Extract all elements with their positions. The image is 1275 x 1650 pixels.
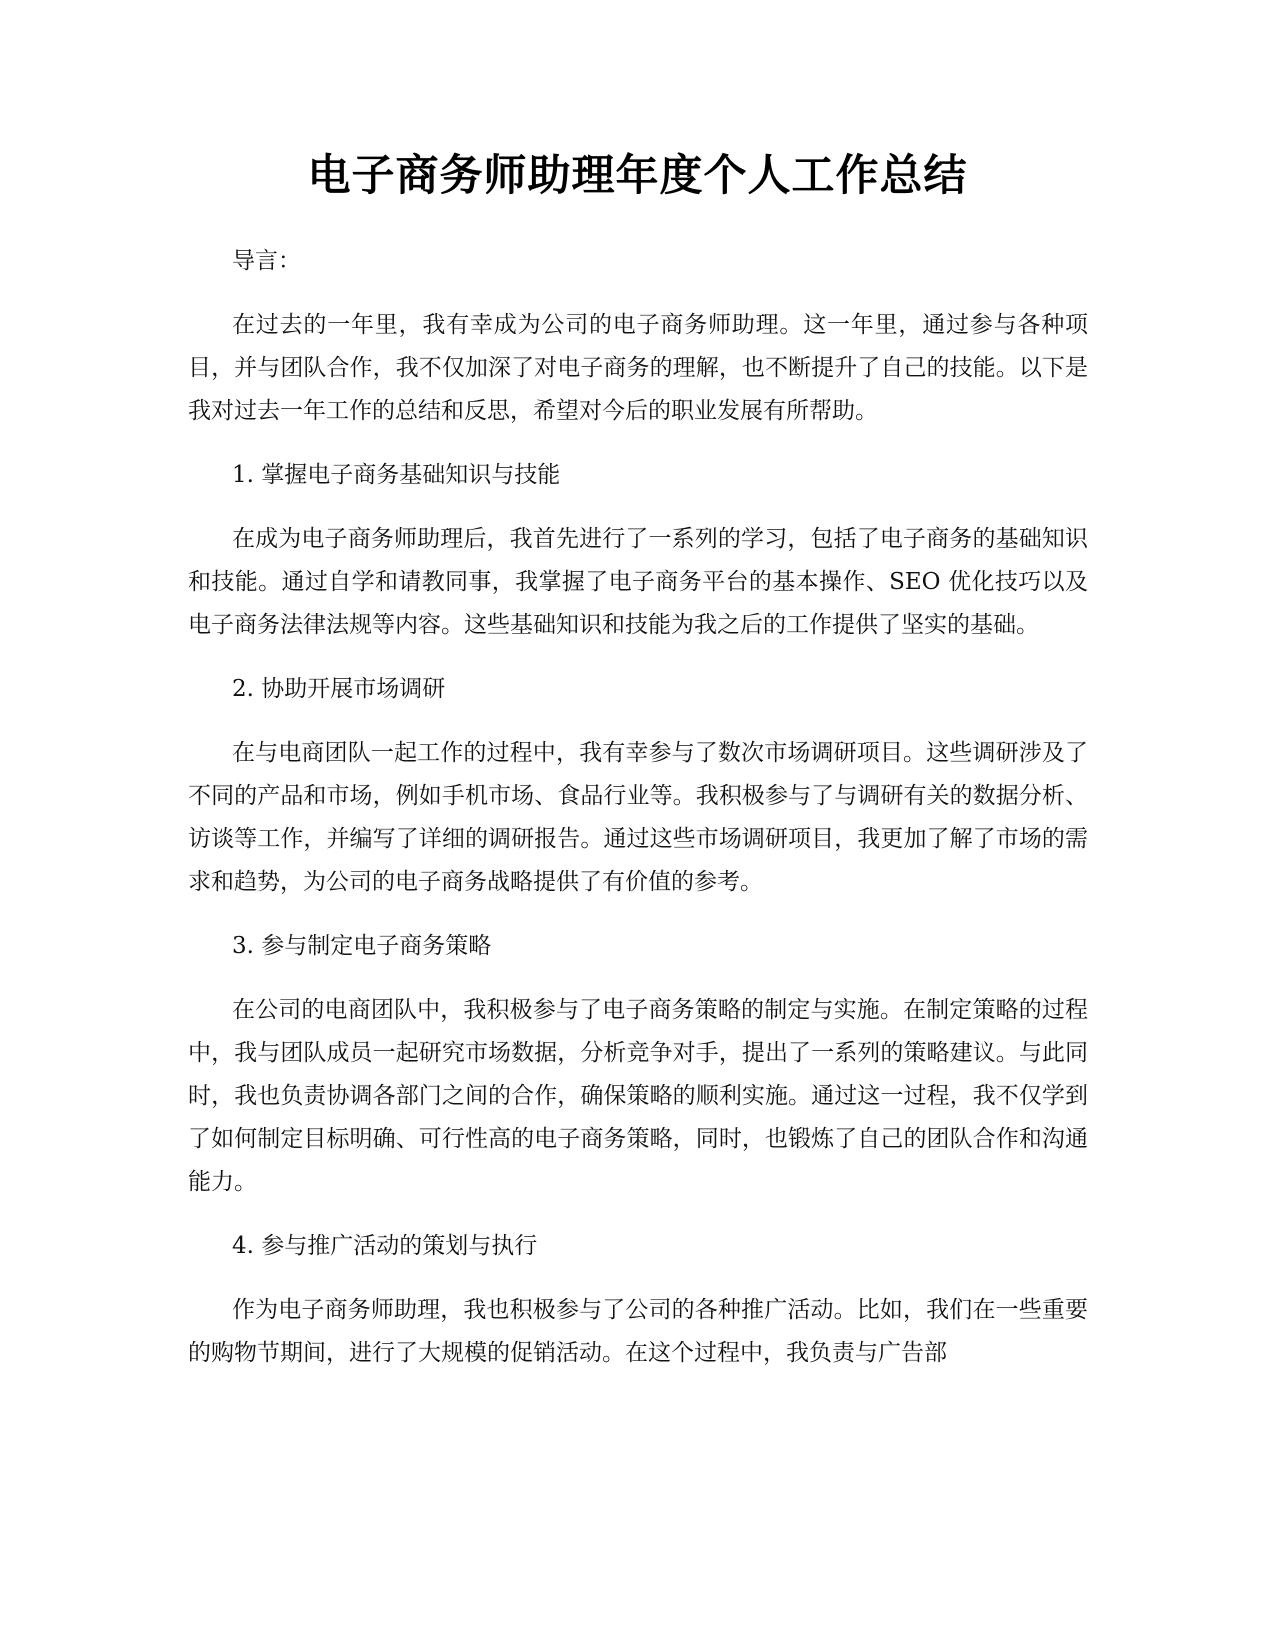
section-paragraph-3: 在公司的电商团队中，我积极参与了电子商务策略的制定与实施。在制定策略的过程中，我与团队成员一起研究市场数据，分析竞争对手，提出了一系列的策略建议。与此同时，我也负责协调各部门之间的合作，确保策略的顺利实施。通过这一过程，我不仅学到了如何制定目标明确、可行性高的电子商务策略，同时，也锻炼了自己的团队合作和沟通能力。 <box>188 997 1088 1195</box>
document-title: 电子商务师助理年度个人工作总结 <box>307 151 968 201</box>
section-paragraph-2: 在与电商团队一起工作的过程中，我有幸参与了数次市场调研项目。这些调研涉及了不同的产品和市场，例如手机市场、食品行业等。我积极参与了与调研有关的数据分析、访谈等工作，并编写了详细的调研报告。通过这些市场调研项目，我更加了解了市场的需求和趋势，为公司的电子商务战略提供了有价值的参考。 <box>188 740 1088 895</box>
section-heading-2: 2. 协助开展市场调研 <box>232 676 446 702</box>
section-heading-4: 4. 参与推广活动的策划与执行 <box>232 1233 538 1259</box>
section-heading-1: 1. 掌握电子商务基础知识与技能 <box>232 462 561 488</box>
intro-paragraph: 在过去的一年里，我有幸成为公司的电子商务师助理。这一年里，通过参与各种项目，并与团队合作，我不仅加深了对电子商务的理解，也不断提升了自己的技能。以下是我对过去一年工作的总结和反思，希望对今后的职业发展有所帮助。 <box>188 312 1088 424</box>
section-paragraph-4: 作为电子商务师助理，我也积极参与了公司的各种推广活动。比如，我们在一些重要的购物节期间，进行了大规模的促销活动。在这个过程中，我负责与广告部 <box>188 1297 1088 1366</box>
document-body <box>188 240 1088 1396</box>
intro-label: 导言： <box>232 248 301 274</box>
section-heading-3: 3. 参与制定电子商务策略 <box>232 933 492 959</box>
section-paragraph-1: 在成为电子商务师助理后，我首先进行了一系列的学习，包括了电子商务的基础知识和技能。通过自学和请教同事，我掌握了电子商务平台的基本操作、SEO 优化技巧以及电子商务法律法规等内容。这些基础知识和技能为我之后的工作提供了坚实的基础。 <box>188 526 1088 638</box>
